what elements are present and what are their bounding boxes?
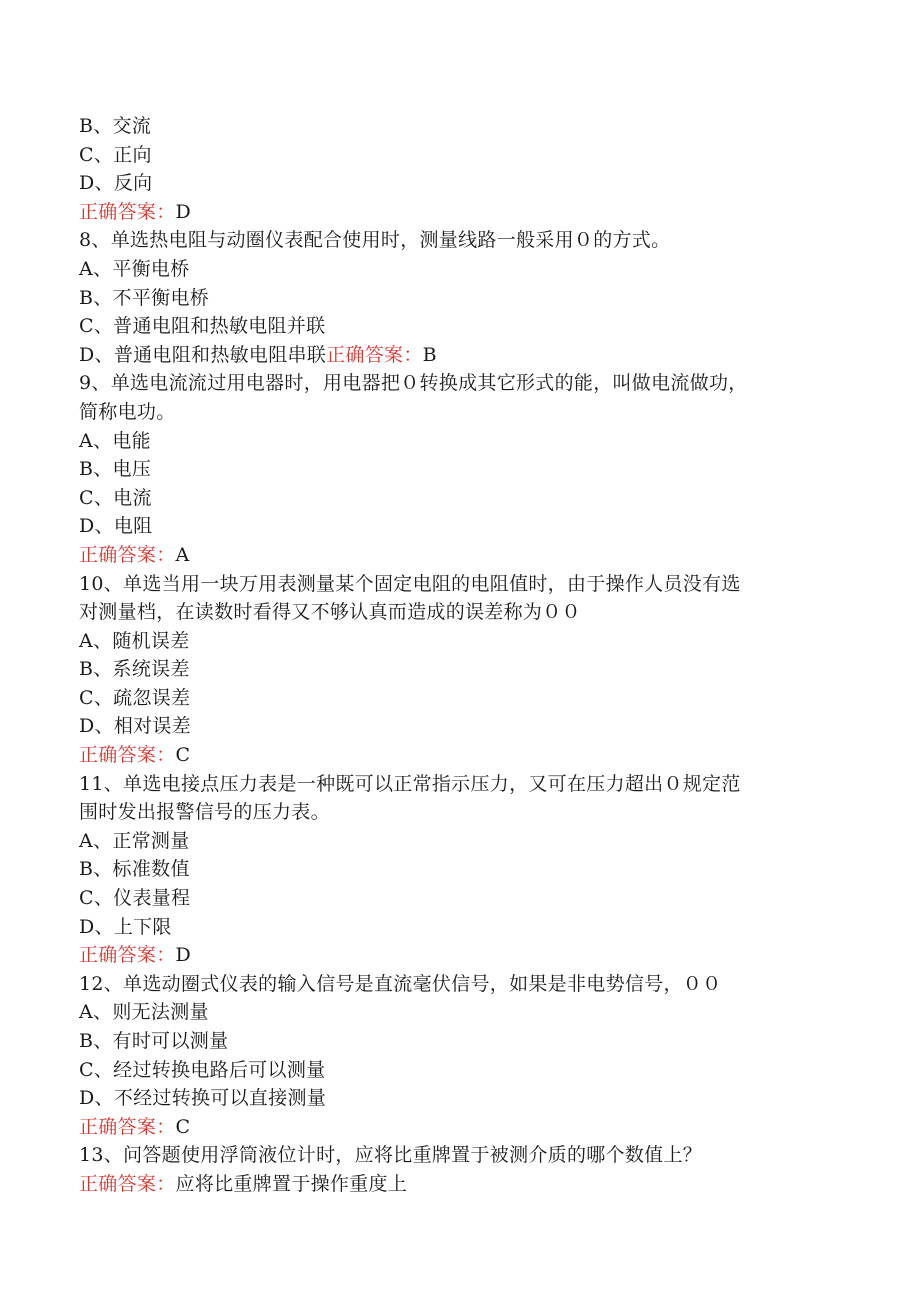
correct-answer-value: 应将比重牌置于操作重度上	[175, 1172, 408, 1195]
answer-option-with-answer	[79, 341, 819, 370]
answer-option: C、仪表量程	[79, 887, 191, 910]
correct-answer-label: 正确答案：	[79, 1115, 176, 1138]
correct-answer	[79, 941, 819, 970]
answer-option: C、疏忽误差	[79, 686, 191, 709]
answer-option: C、普通电阻和热敏电阻并联	[79, 315, 326, 338]
correct-answer-value: A	[175, 543, 190, 566]
question-text: 10、单选当用一块万用表测量某个固定电阻的电阻值时，由于操作人员没有选	[79, 572, 741, 595]
answer-option: D、不经过转换可以直接测量	[79, 1087, 327, 1110]
correct-answer	[79, 198, 819, 227]
question-text: 简称电功。	[79, 400, 176, 423]
answer-option: C、电流	[79, 486, 152, 509]
answer-option: B、系统误差	[79, 658, 190, 681]
correct-answer-value: B	[422, 343, 437, 366]
correct-answer	[79, 741, 819, 770]
correct-answer-value: C	[175, 1115, 191, 1138]
answer-option: D、电阻	[79, 515, 153, 538]
correct-answer-value: D	[175, 944, 192, 967]
answer-option: C、正向	[79, 143, 152, 166]
correct-answer	[79, 1113, 819, 1142]
answer-option: C、经过转换电路后可以测量	[79, 1058, 326, 1081]
correct-answer-label: 正确答案：	[79, 1172, 176, 1195]
answer-option: B、有时可以测量	[79, 1030, 229, 1052]
answer-option: B、交流	[79, 115, 152, 137]
answer-option: D、普通电阻和热敏电阻串联	[79, 343, 327, 366]
answer-option: D、相对误差	[79, 715, 192, 738]
correct-answer-label: 正确答案：	[79, 944, 176, 967]
question-text: 对测量档，在读数时看得又不够认真而造成的误差称为００	[79, 601, 581, 624]
correct-answer	[79, 541, 819, 570]
question-text: 8、单选热电阻与动圈仪表配合使用时，测量线路一般采用０的方式。	[79, 229, 671, 252]
answer-option: D、上下限	[79, 915, 172, 938]
correct-answer-value: D	[175, 200, 192, 223]
question-text: 9、单选电流流过用电器时，用电器把０转换成其它形式的能，叫做电流做功，	[79, 372, 748, 395]
answer-option: B、不平衡电桥	[79, 286, 210, 309]
question-text: 13、问答题使用浮筒液位计时，应将比重牌置于被测介质的哪个数值上？	[79, 1144, 703, 1167]
answer-option: A、正常测量	[79, 829, 190, 852]
answer-option: B、标准数值	[79, 858, 190, 881]
answer-option: A、则无法测量	[79, 1001, 209, 1024]
answer-option: A、随机误差	[79, 629, 190, 652]
answer-option: B、电压	[79, 458, 152, 481]
correct-answer-label: 正确答案：	[79, 543, 176, 566]
correct-answer	[79, 1170, 819, 1199]
answer-option: D、反向	[79, 172, 153, 195]
correct-answer-value: C	[175, 744, 191, 767]
answer-option: A、平衡电桥	[79, 257, 190, 280]
question-text: 12、单选动圈式仪表的输入信号是直流毫伏信号，如果是非电势信号，００	[79, 972, 722, 995]
document-page	[79, 112, 819, 1199]
correct-answer-label: 正确答案：	[79, 200, 176, 223]
correct-answer-label: 正确答案：	[326, 343, 423, 366]
question-text: 11、单选电接点压力表是一种既可以正常指示压力，又可在压力超出０规定范	[79, 772, 741, 795]
question-text: 围时发出报警信号的压力表。	[79, 801, 330, 824]
correct-answer-label: 正确答案：	[79, 744, 176, 767]
answer-option: A、电能	[79, 429, 151, 452]
